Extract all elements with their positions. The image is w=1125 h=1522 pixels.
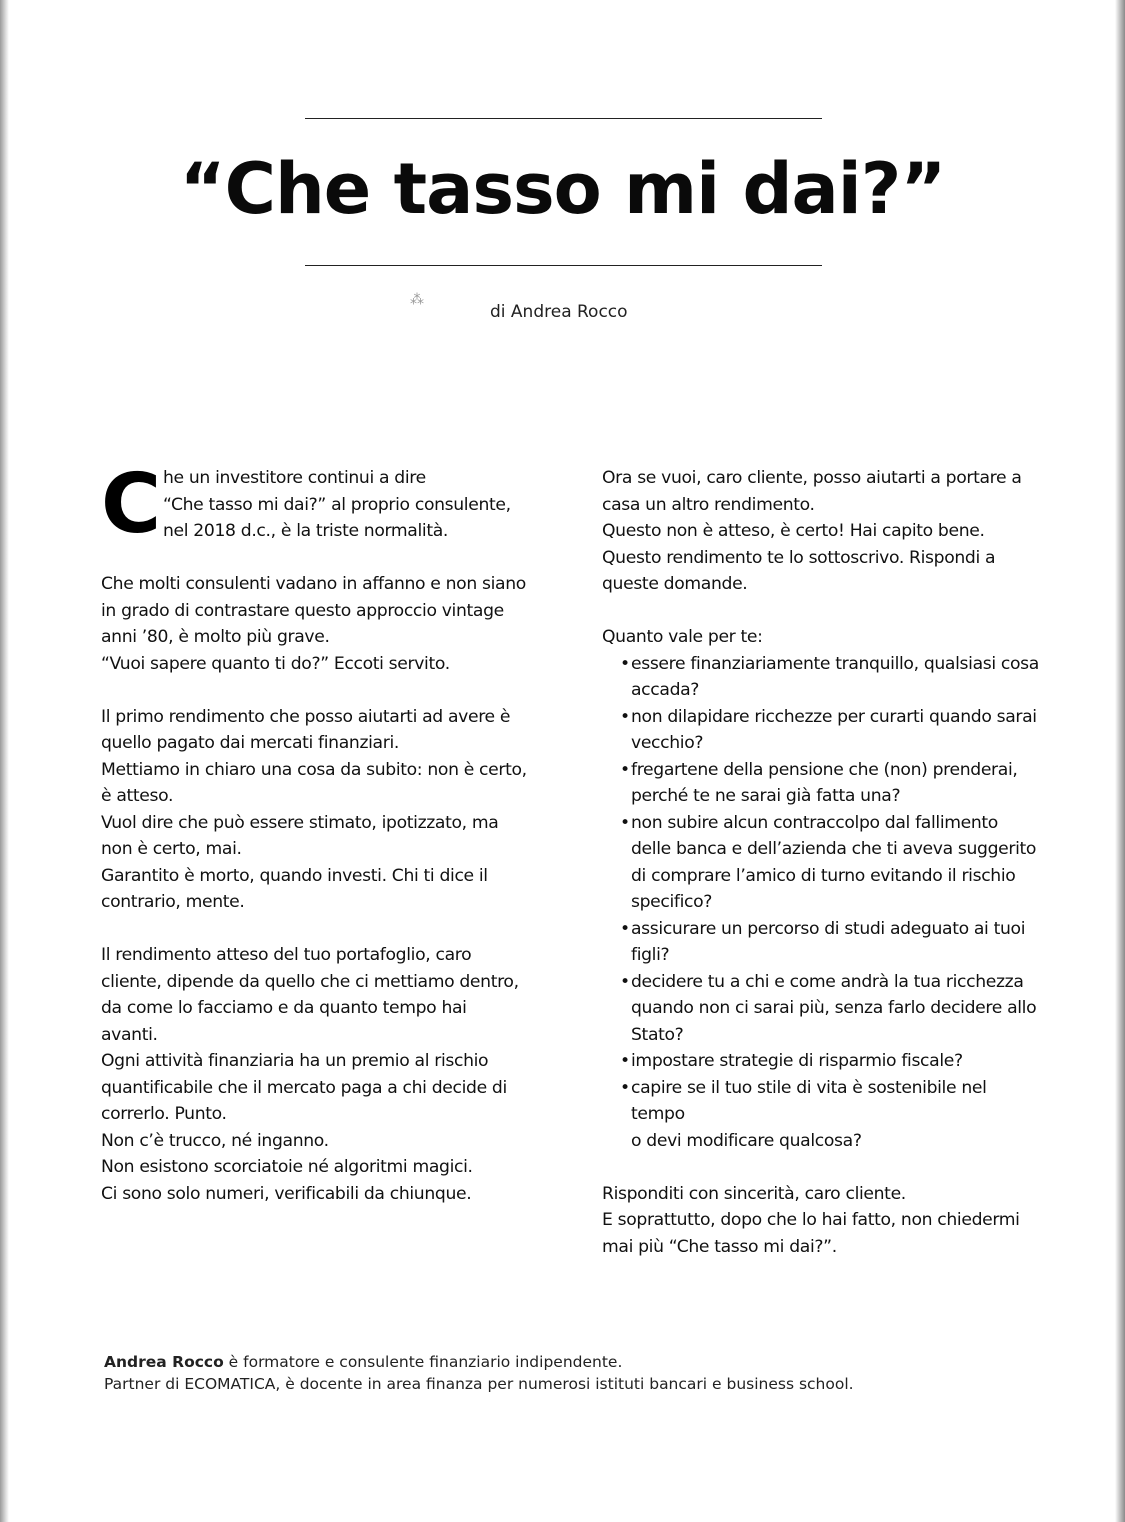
text-line: di comprare l’amico di turno evitando il rischio: [631, 865, 1016, 886]
text-line: vecchio?: [631, 733, 704, 753]
text-line: • assicurare un percorso di studi adeguato ai tuoi: [631, 918, 1026, 939]
right-intro-paragraph: [602, 465, 1042, 598]
text-line: cliente, dipende da quello che ci mettiamo dentro,: [101, 971, 519, 992]
intro-line: “Che tasso mi dai?” al proprio consulente,: [163, 494, 511, 515]
question-list: [602, 651, 1042, 1155]
text-line: correrlo. Punto.: [101, 1104, 227, 1124]
text-line: o devi modificare qualcosa?: [631, 1130, 862, 1151]
text-line: quando non ci sarai più, senza farlo decidere allo: [631, 998, 1037, 1018]
text-line: da come lo facciamo e da quanto tempo hai: [101, 998, 467, 1018]
text-line: delle banca e dell’azienda che ti aveva suggerito: [631, 839, 1037, 859]
text-line: Mettiamo in chiaro una cosa da subito: non è certo,: [101, 759, 527, 780]
body-paragraph: [101, 571, 541, 677]
byline: di Andrea Rocco: [490, 302, 628, 322]
text-line: • capire se il tuo stile di vita è sostenibile nel tempo: [631, 1077, 987, 1124]
text-line: Il primo rendimento che posso aiutarti ad avere è: [101, 706, 511, 727]
text-line: Risponditi con sincerità, caro cliente.: [602, 1183, 906, 1204]
text-line: • essere finanziariamente tranquillo, qualsiasi cosa: [631, 653, 1039, 674]
text-line: accada?: [631, 680, 700, 700]
question-heading: [602, 624, 1042, 651]
text-line: • non subire alcun contraccolpo dal fallimento: [631, 812, 998, 833]
article-title: “Che tasso mi dai?”: [179, 148, 946, 230]
question-item: [620, 1075, 1042, 1155]
text-line: “Vuoi sapere quanto ti do?” Eccoti servito.: [101, 653, 450, 674]
text-line: anni ’80, è molto più grave.: [101, 627, 330, 647]
author-bio-text: è formatore e consulente finanziario indipendente.: [223, 1353, 623, 1371]
author-name: Andrea Rocco: [104, 1353, 224, 1371]
body-paragraph: [101, 704, 541, 916]
question-heading-text: Quanto vale per te:: [602, 627, 763, 647]
author-bio: [104, 1351, 854, 1395]
text-line: non è certo, mai.: [101, 839, 242, 859]
text-line: • decidere tu a chi e come andrà la tua ricchezza: [631, 971, 1024, 992]
text-line: Non c’è trucco, né inganno.: [101, 1130, 329, 1151]
intro-paragraph: [101, 457, 541, 552]
intro-line: he un investitore continui a dire: [163, 468, 426, 488]
text-line: Vuol dire che può essere stimato, ipotizzato, ma: [101, 812, 499, 833]
text-line: perché te ne sarai già fatta una?: [631, 786, 901, 806]
right-column: [602, 465, 1042, 1287]
question-item: [620, 810, 1042, 916]
question-item: [620, 704, 1042, 757]
text-line: specifico?: [631, 892, 713, 912]
question-item: [620, 916, 1042, 969]
question-item: [620, 1048, 1042, 1075]
body-paragraph: [101, 942, 541, 1207]
text-line: Ora se vuoi, caro cliente, posso aiutarti a portare a: [602, 468, 1022, 488]
text-line: Ci sono solo numeri, verificabili da chiunque.: [101, 1183, 472, 1204]
closing-paragraph: [602, 1181, 1042, 1261]
question-item: [620, 969, 1042, 1049]
text-line: in grado di contrastare questo approccio vintage: [101, 600, 504, 621]
text-line: figli?: [631, 945, 670, 965]
text-line: avanti.: [101, 1024, 158, 1045]
text-line: Ogni attività finanziaria ha un premio al rischio: [101, 1051, 489, 1071]
author-bio-line-1: [104, 1351, 854, 1373]
text-line: casa un altro rendimento.: [602, 494, 815, 515]
text-line: Garantito è morto, quando investi. Chi ti dice il: [101, 865, 488, 886]
question-item: [620, 757, 1042, 810]
text-line: queste domande.: [602, 574, 748, 594]
drop-cap: C: [101, 457, 161, 552]
text-line: Questo rendimento te lo sottoscrivo. Rispondi a: [602, 547, 996, 568]
title-rule-top: [305, 118, 822, 119]
text-line: mai più “Che tasso mi dai?”.: [602, 1236, 837, 1257]
text-line: Stato?: [631, 1024, 684, 1045]
intro-line: nel 2018 d.c., è la triste normalità.: [163, 521, 449, 541]
scan-speck-icon: ⁂: [410, 292, 424, 308]
text-line: • fregartene della pensione che (non) prenderai,: [631, 759, 1018, 780]
left-column: [101, 457, 541, 1234]
text-line: contrario, mente.: [101, 892, 245, 912]
title-rule-bottom: [305, 265, 822, 266]
text-line: quantificabile che il mercato paga a chi decide di: [101, 1077, 507, 1098]
text-line: Il rendimento atteso del tuo portafoglio, caro: [101, 945, 472, 965]
text-line: Non esistono scorciatoie né algoritmi magici.: [101, 1157, 473, 1177]
text-line: è atteso.: [101, 786, 174, 806]
text-line: • impostare strategie di risparmio fiscale?: [631, 1051, 963, 1071]
text-line: quello pagato dai mercati finanziari.: [101, 733, 399, 753]
question-item: [620, 651, 1042, 704]
text-line: • non dilapidare ricchezze per curarti quando sarai: [631, 706, 1037, 727]
text-line: Questo non è atteso, è certo! Hai capito bene.: [602, 521, 985, 541]
text-line: E soprattutto, dopo che lo hai fatto, non chiedermi: [602, 1210, 1020, 1230]
author-bio-line-2: Partner di ECOMATICA, è docente in area finanza per numerosi istituti bancari e business school.: [104, 1375, 854, 1393]
text-line: Che molti consulenti vadano in affanno e non siano: [101, 574, 526, 594]
